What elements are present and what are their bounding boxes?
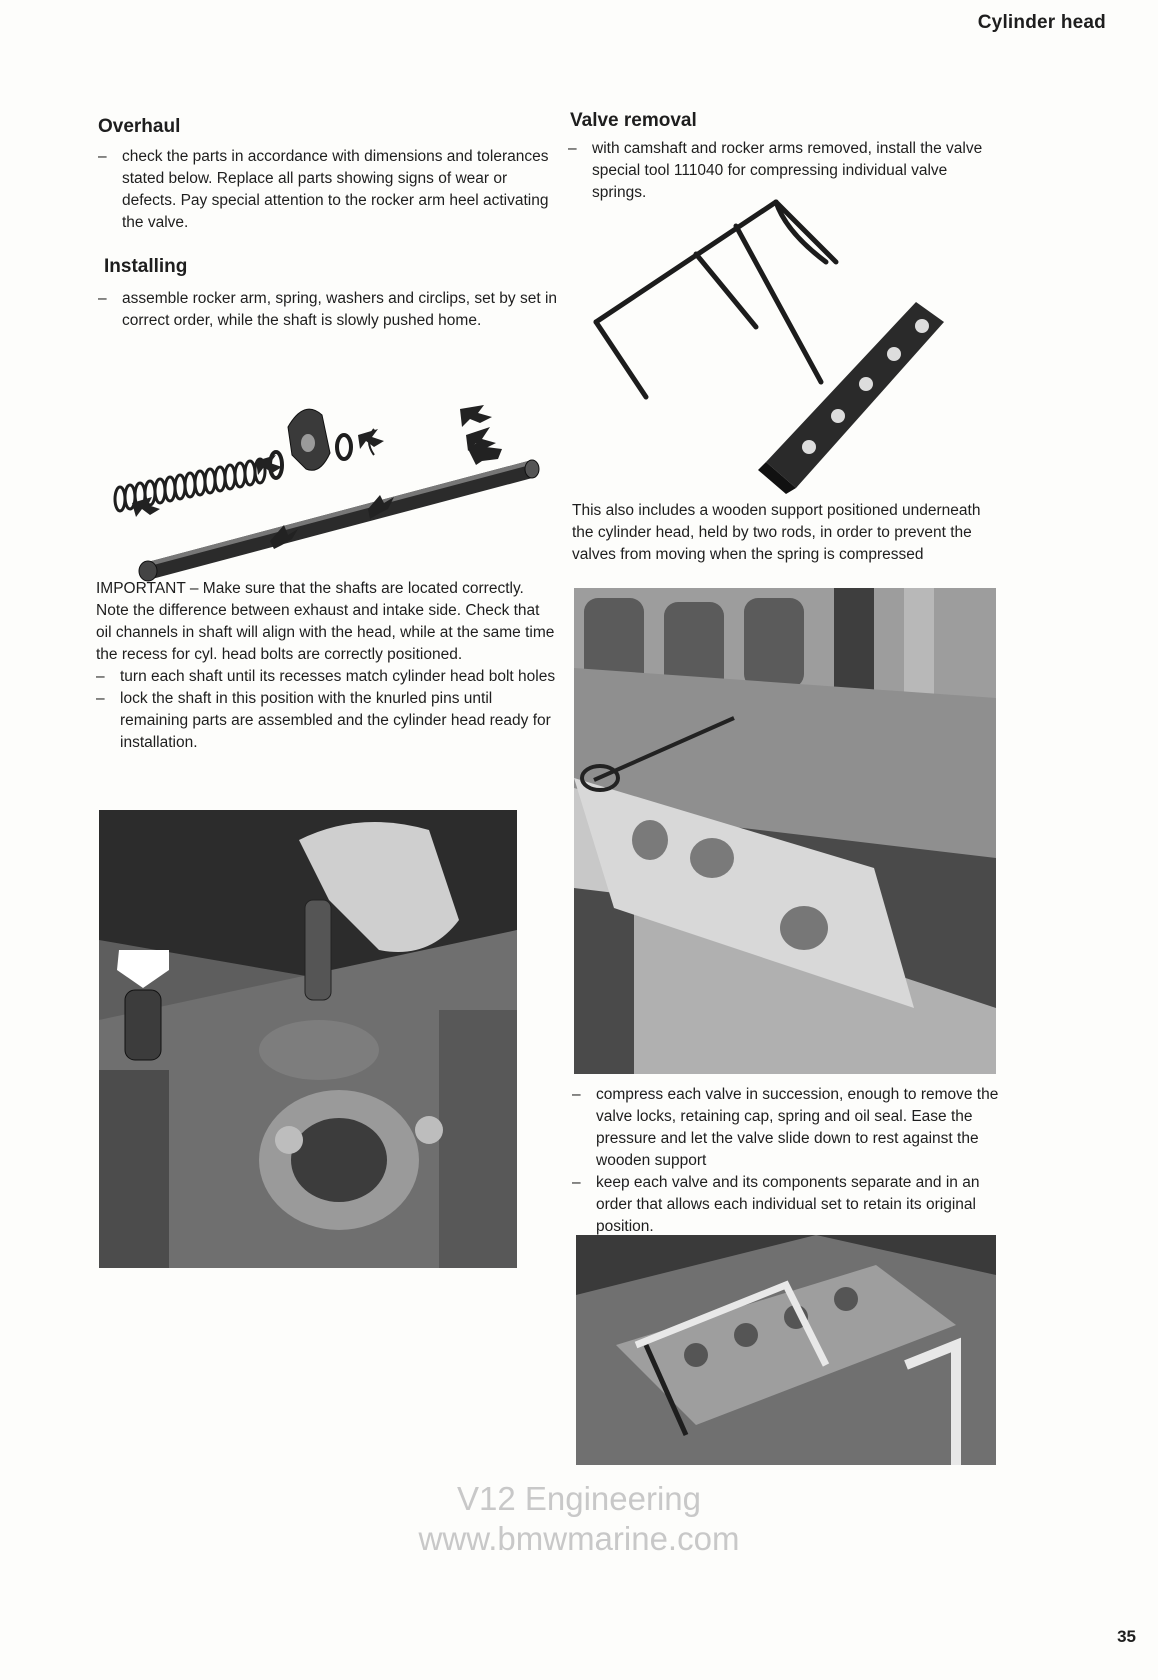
- important-bullet: – turn each shaft until its recesses match cylinder head bolt holes: [96, 666, 558, 688]
- section-title: Cylinder head: [977, 12, 1106, 33]
- watermark-url: www.bmwmarine.com: [418, 1520, 740, 1557]
- installing-bullet: – assemble rocker arm, spring, washers and circlips, set by set in correct order, while the shaft is slowly pushed home.: [98, 288, 558, 332]
- important-bullet: – lock the shaft in this position with the knurled pins until remaining parts are assembled and the cylinder head ready for installation.: [96, 688, 558, 754]
- knurled-pin-photo: [99, 810, 517, 1268]
- overhaul-text: [98, 146, 550, 234]
- valve-step: – keep each valve and its components separate and in an order that allows each individual set to retain its original position.: [572, 1172, 1004, 1238]
- valve-steps: [572, 1084, 1004, 1238]
- valve-step: – compress each valve in succession, enough to remove the valve locks, retaining cap, spring and oil seal. Ease the pressure and let the valve slide down to rest against the wooden support: [572, 1084, 1004, 1172]
- washer: [337, 435, 351, 459]
- page-number: 35: [1117, 1627, 1136, 1646]
- wooden-support: [758, 302, 944, 494]
- rocker-shaft-diagram: [108, 405, 558, 585]
- tool-frame: [596, 202, 836, 397]
- important-section: [96, 578, 558, 754]
- valve-tool-diagram: [576, 192, 976, 502]
- valve-removal-heading: Valve removal: [570, 110, 697, 131]
- installing-text: [98, 288, 558, 332]
- installing-heading: Installing: [104, 256, 188, 277]
- rocker-shaft: [139, 460, 539, 581]
- valve-compressor-photo: [574, 588, 996, 1074]
- overhaul-bullet: – check the parts in accordance with dimensions and tolerances stated below. Replace all parts showing signs of wear or defects. Pay special attention to the rocker arm heel activating the valve.: [98, 146, 550, 234]
- valve-removal-bullet: – with camshaft and rocker arms removed, install the valve special tool 111040 for compressing individual valve springs.: [568, 138, 998, 204]
- rocker-arm: [288, 409, 330, 470]
- tool-on-head-photo: [576, 1235, 996, 1465]
- support-note: This also includes a wooden support positioned underneath the cylinder head, held by two rods, in order to prevent the valves from moving when the spring is compressed: [572, 502, 981, 563]
- important-note: IMPORTANT – Make sure that the shafts are located correctly. Note the difference between exhaust and intake side. Check that oil channels in shaft will align with the head, while at the same time the recess for cyl. head bolts are correctly positioned.: [96, 580, 555, 663]
- overhaul-heading: Overhaul: [98, 116, 181, 137]
- watermark-title: V12 Engineering: [456, 1480, 702, 1517]
